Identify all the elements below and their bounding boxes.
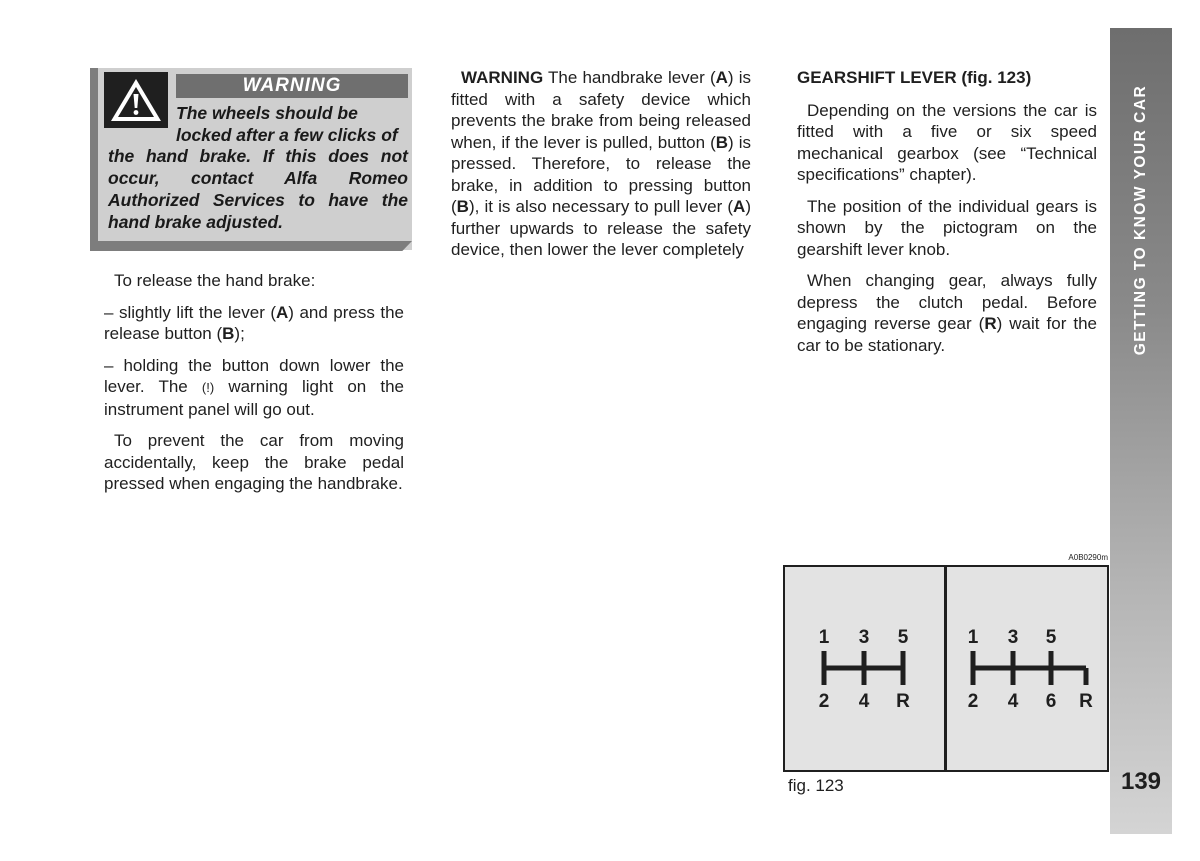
gear-label: 3	[858, 627, 870, 648]
gear-label: 2	[967, 691, 979, 712]
warning-line-2: locked after a few clicks of	[176, 124, 398, 145]
right-column	[797, 67, 1097, 366]
figure-caption: fig. 123	[788, 776, 844, 795]
release-step-2: – holding the button down lower the lever. The (!) warning light on the instrument panel will go out.	[104, 355, 404, 419]
page-number: 139	[1120, 768, 1162, 795]
gear-label: 2	[818, 691, 830, 712]
release-note: To prevent the car from moving accidentally, keep the brake pedal pressed when engaging the handbrake.	[104, 431, 404, 493]
gear-label: R	[896, 691, 910, 712]
warning-box-shadow	[90, 68, 98, 250]
figure-code: A0B0290m	[1068, 553, 1108, 562]
gearbox-paragraph: Depending on the versions the car is fitted with a five or six speed mechanical gearbox (see “Technical specifications” chapter).	[797, 100, 1097, 184]
figure-divider	[944, 565, 947, 772]
warning-body: the hand brake. If this does not occur, contact Alfa Romeo Authorized Services to have the hand brake adjusted.	[108, 146, 408, 232]
gear-label: 1	[967, 627, 979, 648]
gear-label: R	[1079, 691, 1093, 712]
pictogram-paragraph: The position of the individual gears is shown by the pictogram on the gearshift lever knob.	[797, 196, 1097, 259]
warning-title: WARNING	[176, 74, 408, 98]
handbrake-warning-paragraph: WARNING The handbrake lever (A) is fitted with a safety device which prevents the brake from being released when, if the lever is pulled, button (B) is pressed. Therefore, to release the brake, in addition to pressing button (B), it is also necessary to pull lever (A) further upwards to release the safety device, then lower the lever completely	[451, 68, 752, 259]
warning-text	[108, 103, 408, 233]
chapter-title: GETTING TO KNOW YOUR CAR	[1132, 84, 1149, 356]
gear-label: 3	[1007, 627, 1019, 648]
warning-line-1: The wheels should be	[176, 103, 358, 123]
gear-label: 1	[818, 627, 830, 648]
gear-label: 4	[858, 691, 870, 712]
middle-column	[451, 67, 751, 271]
warning-label: WARNING	[461, 68, 544, 87]
warning-box-shadow-bottom	[90, 241, 412, 251]
brake-warning-light-icon: (!)	[201, 380, 215, 395]
five-speed-pattern	[824, 651, 903, 685]
gear-label: 4	[1007, 691, 1019, 712]
gear-label: 6	[1045, 691, 1057, 712]
section-heading: GEARSHIFT LEVER (fig. 123)	[797, 68, 1032, 87]
reverse-gear-paragraph: When changing gear, always fully depress the clutch pedal. Before engaging reverse gear (R) wait for the car to be stationary.	[797, 271, 1097, 355]
left-column	[104, 270, 404, 505]
gear-label: 5	[897, 627, 909, 648]
release-intro: To release the hand brake:	[114, 271, 316, 290]
gear-label: 5	[1045, 627, 1057, 648]
release-step-1: – slightly lift the lever (A) and press the release button (B);	[104, 302, 404, 343]
six-speed-pattern	[973, 651, 1086, 685]
